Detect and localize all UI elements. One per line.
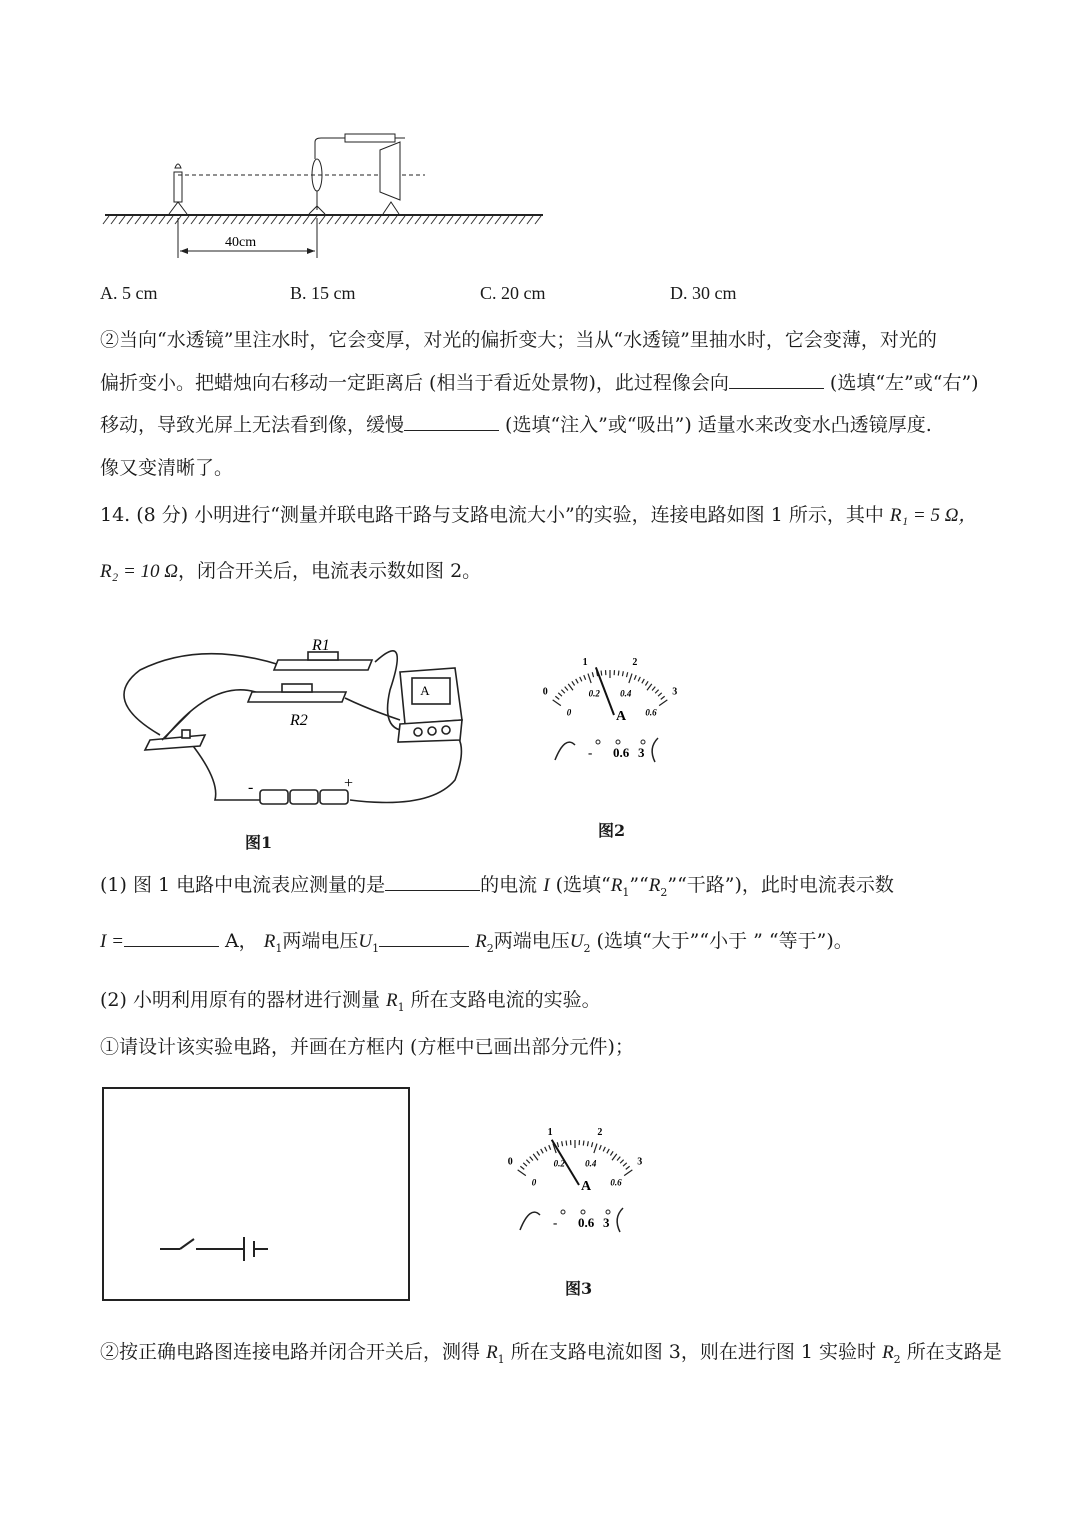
- dial-top-label: 1: [547, 1127, 553, 1139]
- dial-tick: [634, 675, 636, 680]
- dial-tick: [620, 1160, 623, 1164]
- dial-top-label: 3: [637, 1156, 643, 1168]
- sub1-line1: (1) 图 1 电路中电流表应测量的是 的电流 I (选填“$R_1”“R_2”“$干路”)，此时电流表示数: [100, 874, 894, 899]
- blank-water[interactable]: [404, 412, 499, 431]
- dial-tick: [601, 671, 602, 676]
- distance-label: 40cm: [225, 235, 257, 250]
- dial-terminal-label: -: [588, 745, 593, 760]
- sub2-line1: (2) 小明利用原有的器材进行测量 $R_1$ 所在支路电流的实验。: [100, 989, 601, 1014]
- dial-terminal-label: 0.6: [578, 1215, 595, 1230]
- r2-label: R2: [290, 712, 308, 729]
- dial-tick: [617, 1157, 620, 1161]
- dial-tick: [562, 1141, 563, 1146]
- dial-tick: [555, 696, 559, 699]
- part2-line1: ②当向“水透镜”里注水时，它会变厚，对光的偏折变大；当从“水透镜”里抽水时，它会变薄，对光的: [100, 329, 937, 351]
- dial-tick: [561, 690, 564, 694]
- dial-tick: [576, 679, 578, 683]
- figure-3-caption: 图3: [565, 1279, 593, 1298]
- option-d: D. 30 cm: [670, 283, 737, 303]
- q14-intro-2: R₂ = 10 Ω，闭合开关后，电流表示数如图 2。: [100, 560, 482, 582]
- dial-tick: [526, 1160, 529, 1164]
- dial-top-label: 0: [507, 1156, 513, 1168]
- dial-tick: [533, 1154, 538, 1160]
- dial-bottom-label: 0: [531, 1177, 537, 1188]
- dial-bottom-label: 0.2: [588, 688, 600, 699]
- dial-bottom-label: 0.6: [610, 1177, 622, 1188]
- dial-tick: [610, 1151, 613, 1155]
- dial-bottom-label: 0.4: [585, 1158, 597, 1169]
- dial-tick: [622, 671, 623, 676]
- figure-2-caption: 图2: [598, 821, 626, 840]
- r1-label: R1: [312, 637, 330, 654]
- dial-tick: [545, 1147, 547, 1152]
- dial-tick: [558, 693, 562, 696]
- dial-tick: [591, 1142, 592, 1147]
- dial-tick: [518, 1170, 526, 1176]
- dial-top-label: 1: [582, 657, 588, 669]
- dial-tick: [618, 671, 619, 676]
- dial-top-label: 0: [542, 686, 548, 698]
- battery-plus: +: [344, 775, 354, 792]
- dial-tick: [523, 1163, 527, 1166]
- light-screen: [380, 142, 400, 214]
- dial-tick: [520, 1166, 524, 1169]
- dial-tick: [572, 681, 575, 685]
- dial-top-label: 2: [632, 657, 638, 669]
- dial-tick: [584, 675, 586, 680]
- dial-tick: [638, 677, 640, 682]
- dial-terminal-label: -: [553, 1215, 558, 1230]
- dial-tick: [530, 1157, 533, 1161]
- dial-tick: [658, 693, 662, 696]
- dial-tick: [566, 1141, 567, 1146]
- dial-tick: [612, 1154, 617, 1160]
- dial-tick: [553, 700, 561, 706]
- dial-tick: [587, 1141, 588, 1146]
- dial-tick: [626, 672, 627, 677]
- part2-line4: 像又变清晰了。: [100, 457, 234, 479]
- dial-bottom-label: 0.6: [645, 707, 657, 718]
- dial-tick: [565, 687, 568, 691]
- dial-tick: [659, 700, 667, 706]
- dial-terminal-label: 3: [603, 1215, 610, 1230]
- dial-top-label: 2: [597, 1127, 603, 1139]
- dial-tick: [541, 1149, 543, 1153]
- figure-3-ammeter: [485, 1100, 665, 1240]
- sub2-line2: ①请设计该实验电路，并画在方框内 (方框中已画出部分元件)；: [100, 1036, 634, 1058]
- dial-tick: [583, 1141, 584, 1146]
- dial-tick: [623, 1163, 627, 1166]
- optical-bench-figure: [95, 130, 555, 260]
- dial-unit: A: [616, 709, 627, 724]
- blank-direction[interactable]: [729, 370, 824, 389]
- dial-terminal-label: 0.6: [613, 745, 630, 760]
- dial-unit: A: [581, 1179, 592, 1194]
- candle: [169, 164, 187, 214]
- ammeter-symbol: A: [420, 683, 430, 698]
- figure-2-ammeter: [520, 630, 700, 770]
- dial-bottom-label: 0.2: [553, 1158, 565, 1169]
- dial-tick: [624, 1170, 632, 1176]
- dial-tick: [652, 687, 655, 691]
- dial-tick: [557, 1142, 558, 1147]
- option-c: C. 20 cm: [480, 283, 546, 303]
- dial-tick: [537, 1151, 540, 1155]
- blank-measured[interactable]: [385, 872, 480, 891]
- dial-tick: [607, 1149, 609, 1153]
- figure-1-circuit: [100, 600, 480, 830]
- part2-line3: 移动，导致光屏上无法看到像，缓慢 (选填“注入”或“吸出”) 适量水来改变水凸透镜厚度.: [100, 414, 932, 436]
- circuit-answer-box[interactable]: [102, 1087, 412, 1302]
- dial-tick: [603, 1147, 605, 1152]
- dial-tick: [592, 672, 593, 677]
- blank-current[interactable]: [124, 928, 219, 947]
- dial-bottom-label: 0.4: [620, 688, 632, 699]
- dial-tick: [594, 1144, 597, 1153]
- option-b: B. 15 cm: [290, 283, 356, 303]
- dial-terminal-label: 3: [638, 745, 645, 760]
- dial-tick: [549, 1145, 551, 1150]
- dial-bottom-label: 0: [566, 707, 572, 718]
- dial-tick: [568, 684, 573, 690]
- dial-tick: [661, 696, 665, 699]
- battery-minus: -: [248, 779, 254, 796]
- dial-tick: [642, 679, 644, 683]
- dial-tick: [655, 690, 658, 694]
- sub1-line2: I = A， $R_1$两端电压$U_1$ $R_2$两端电压$U_2$ (选填“大于”“小于 ” “等于”)。: [100, 930, 853, 955]
- dial-tick: [647, 684, 652, 690]
- q14-intro: 14. (8 分) 小明进行“测量并联电路干路与支路电流大小”的实验，连接电路如图 1 所示，其中 R₁ = 5 Ω，: [100, 504, 978, 526]
- blank-voltage[interactable]: [379, 928, 469, 947]
- figure-1-caption: 图1: [245, 833, 273, 852]
- option-a: A. 5 cm: [100, 283, 158, 303]
- dial-tick: [580, 677, 582, 682]
- dial-tick: [588, 674, 591, 683]
- part2-line2: 偏折变小。把蜡烛向右移动一定距离后 (相当于看近处景物)，此过程像会向 (选填“左”或“右”): [100, 372, 979, 394]
- dial-tick: [599, 1145, 601, 1150]
- last-line: ②按正确电路图连接电路并闭合开关后，测得 $R_1$ 所在支路电流如图 3，则在进行图 1 实验时 $R_2$ 所在支路是: [100, 1341, 1002, 1366]
- dial-tick: [626, 1166, 630, 1169]
- dial-top-label: 3: [672, 686, 678, 698]
- dial-tick: [629, 674, 632, 683]
- dial-tick: [645, 681, 648, 685]
